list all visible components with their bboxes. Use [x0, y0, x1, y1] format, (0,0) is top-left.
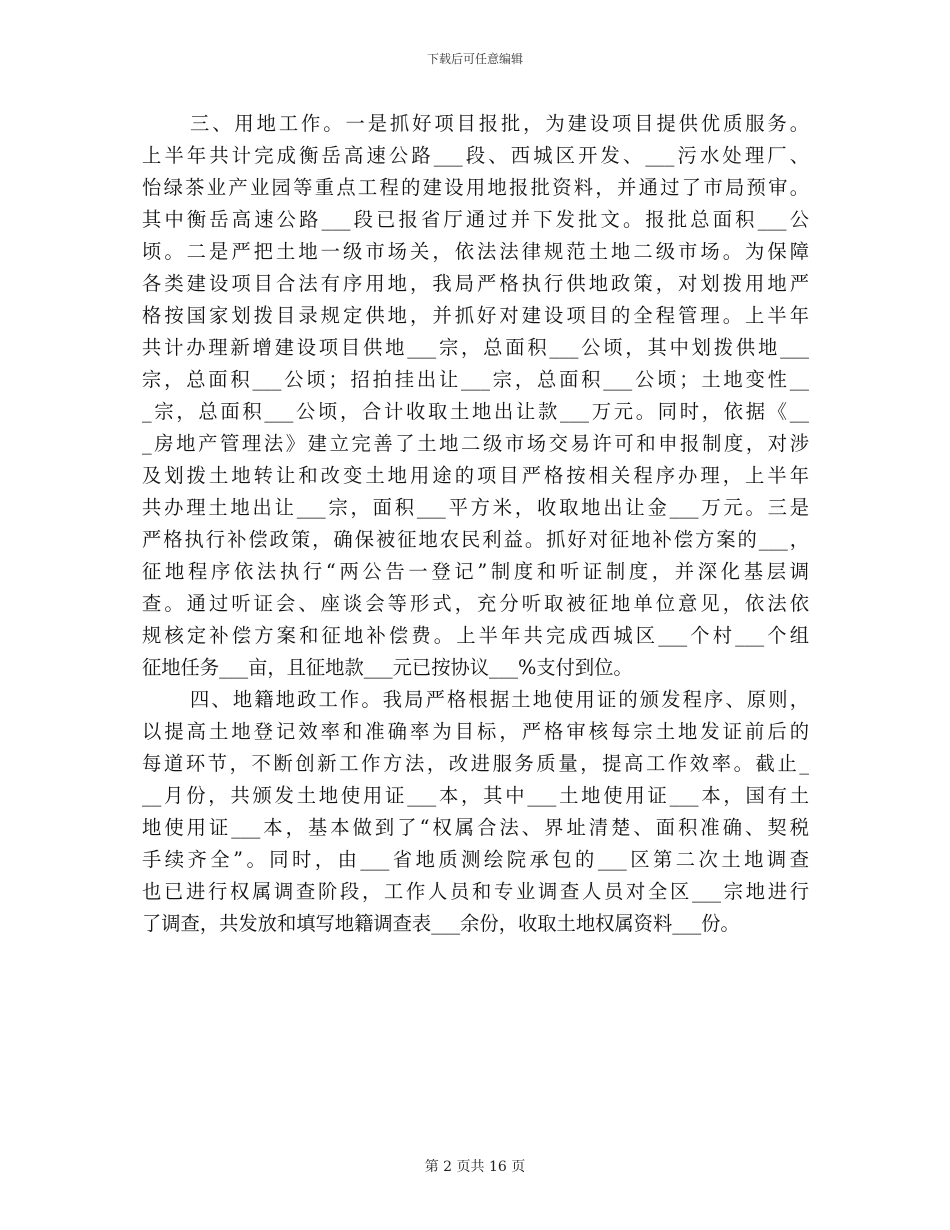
- paragraph-line: 共计办理新增建设项目供地___宗，总面积___公顷，其中划拨供地___: [142, 336, 809, 359]
- paragraph-line: _宗，总面积___公顷，合计收取土地出让款___万元。同时，依据《__: [142, 400, 809, 423]
- paragraph-line: 其中衡岳高速公路___段已报省厅通过并下发批文。报批总面积___公: [142, 208, 809, 231]
- paragraph-line: 征地程序依法执行“两公告一登记”制度和听证制度，并深化基层调: [142, 560, 809, 583]
- paragraph-line: 严格执行补偿政策，确保被征地农民利益。抓好对征地补偿方案的___，: [142, 528, 809, 551]
- paragraph-line: 每道环节，不断创新工作方法，改进服务质量，提高工作效率。截止_: [142, 752, 809, 775]
- paragraph-line: 四、地籍地政工作。我局严格根据土地使用证的颁发程序、原则，: [190, 688, 809, 711]
- page-header: 下载后可任意编辑: [426, 52, 523, 66]
- paragraph-line: 共办理土地出让___宗，面积___平方米，收取地出让金___万元。三是: [142, 496, 809, 519]
- paragraph-line: 以提高土地登记效率和准确率为目标，严格审核每宗土地发证前后的: [142, 720, 809, 743]
- paragraph-line: 手续齐全”。同时，由___省地质测绘院承包的___区第二次土地调查: [142, 848, 809, 871]
- paragraph-line: 顷。二是严把土地一级市场关，依法法律规范土地二级市场。为保障: [142, 240, 809, 263]
- paragraph-line: 了调查，共发放和填写地籍调查表___余份，收取土地权属资料___份。: [142, 912, 740, 935]
- paragraph-line: 规核定补偿方案和征地补偿费。上半年共完成西城区___个村___个组: [142, 624, 809, 647]
- paragraph-line: 宗，总面积___公顷；招拍挂出让___宗，总面积___公顷；土地变性__: [142, 368, 809, 391]
- paragraph-line: 及划拨土地转让和改变土地用途的项目严格按相关程序办理，上半年: [142, 464, 809, 487]
- page-footer: 第 2 页共 16 页: [424, 1159, 526, 1175]
- paragraph-line: 也已进行权属调查阶段，工作人员和专业调查人员对全区___宗地进行: [142, 880, 809, 903]
- paragraph-line: 上半年共计完成衡岳高速公路___段、西城区开发、___污水处理厂、: [142, 144, 809, 167]
- paragraph-line: _房地产管理法》建立完善了土地二级市场交易许可和申报制度，对涉: [142, 432, 809, 455]
- paragraph-line: 征地任务___亩，且征地款___元已按协议___%支付到位。: [142, 656, 633, 679]
- paragraph-line: 各类建设项目合法有序用地，我局严格执行供地政策，对划拨用地严: [142, 272, 809, 295]
- body-text: [142, 108, 809, 940]
- paragraph-line: 查。通过听证会、座谈会等形式，充分听取被征地单位意见，依法依: [142, 592, 809, 615]
- paragraph-line: 怡绿茶业产业园等重点工程的建设用地报批资料，并通过了市局预审。: [142, 176, 809, 199]
- paragraph-line: 地使用证___本，基本做到了“权属合法、界址清楚、面积准确、契税: [142, 816, 809, 839]
- paragraph-line: 格按国家划拨目录规定供地，并抓好对建设项目的全程管理。上半年: [142, 304, 809, 327]
- paragraph-line: 三、用地工作。一是抓好项目报批，为建设项目提供优质服务。: [190, 112, 809, 135]
- paragraph-line: __月份，共颁发土地使用证___本，其中___土地使用证___本，国有土: [142, 784, 809, 807]
